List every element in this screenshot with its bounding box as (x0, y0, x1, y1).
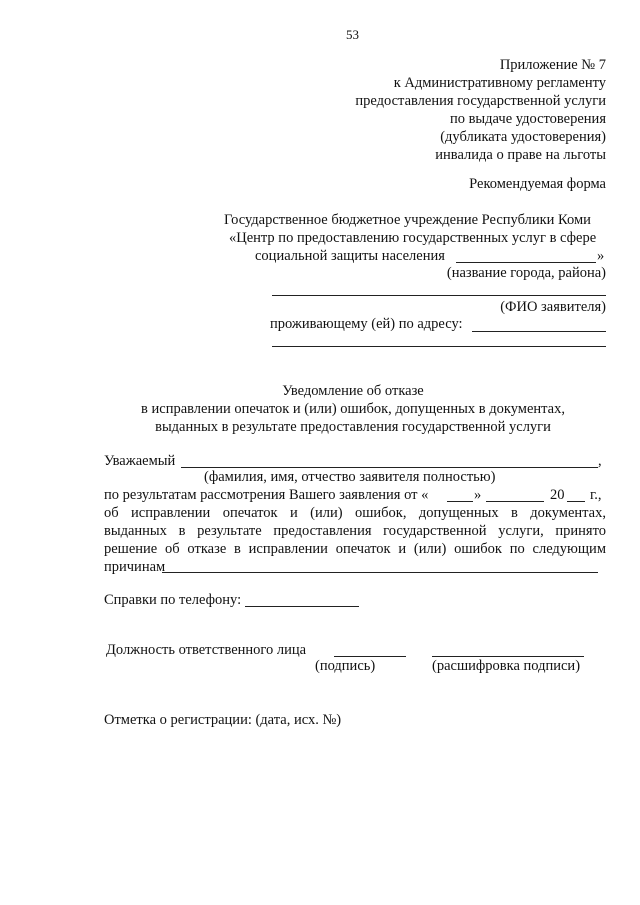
applicant-fio-hint: (ФИО заявителя) (500, 299, 606, 315)
date-day-blank (447, 501, 473, 502)
signature-hint: (подпись) (315, 658, 376, 674)
registration-mark-label: Отметка о регистрации: (дата, исх. №) (104, 712, 342, 728)
institution-line-1: Государственное бюджетное учреждение Республики Коми (224, 212, 591, 228)
body-line-2: об исправлении опечаток и (или) ошибок, допущенных в документах, (104, 505, 606, 521)
institution-line-3-end: » (597, 248, 605, 264)
salutation-label: Уважаемый (104, 453, 176, 469)
name-hint: (фамилия, имя, отчество заявителя полностью) (204, 469, 496, 485)
body-line-1-start: по результатам рассмотрения Вашего заявления от « (104, 487, 429, 503)
body-line-5: причинам (104, 559, 166, 575)
date-year-blank (567, 501, 585, 502)
appendix-line: предоставления государственной услуги (355, 93, 606, 109)
date-month-blank (486, 501, 544, 502)
address-line-1 (472, 331, 606, 332)
notice-title-line-3: выданных в результате предоставления государственной услуги (155, 419, 551, 435)
salutation-comma: , (598, 453, 602, 469)
address-label: проживающему (ей) по адресу: (270, 316, 463, 332)
salutation-name-line (181, 467, 598, 468)
city-hint: (название города, района) (446, 265, 606, 281)
appendix-line: по выдаче удостоверения (449, 111, 606, 127)
signature-decode-hint: (расшифровка подписи) (432, 658, 581, 674)
body-line-3: выданных в результате предоставления государственной услуги, принято (104, 523, 606, 539)
signature-decode-blank-line (432, 656, 584, 657)
institution-line-3: социальной защиты населения (255, 248, 445, 264)
reasons-blank-line (162, 572, 598, 573)
body-line-1-end: г., (590, 487, 602, 503)
institution-line-2: «Центр по предоставлению государственных услуг в сфере (229, 230, 597, 246)
appendix-line: Приложение № 7 (499, 57, 606, 73)
phone-label: Справки по телефону: (104, 592, 242, 608)
body-line-1-year: 20 (550, 487, 565, 503)
city-blank-line (456, 262, 596, 263)
appendix-line: к Административному регламенту (393, 75, 606, 91)
notice-title-line-2: в исправлении опечаток и (или) ошибок, допущенных в документах, (141, 401, 565, 417)
signature-blank-line (334, 656, 406, 657)
body-line-1-quote: » (474, 487, 482, 503)
appendix-line: (дубликата удостоверения) (440, 129, 606, 145)
body-line-4: решение об отказе в исправлении опечаток и (или) ошибок по следующим (104, 541, 606, 557)
phone-blank-line (245, 606, 359, 607)
recommended-form-label: Рекомендуемая форма (469, 176, 606, 192)
page-number: 53 (346, 27, 359, 42)
notice-title-line-1: Уведомление об отказе (282, 383, 424, 399)
position-label: Должность ответственного лица (106, 642, 307, 658)
appendix-line: инвалида о праве на льготы (435, 147, 606, 163)
address-line-2 (272, 346, 606, 347)
appendix-block (286, 56, 606, 164)
applicant-name-line (272, 295, 606, 296)
